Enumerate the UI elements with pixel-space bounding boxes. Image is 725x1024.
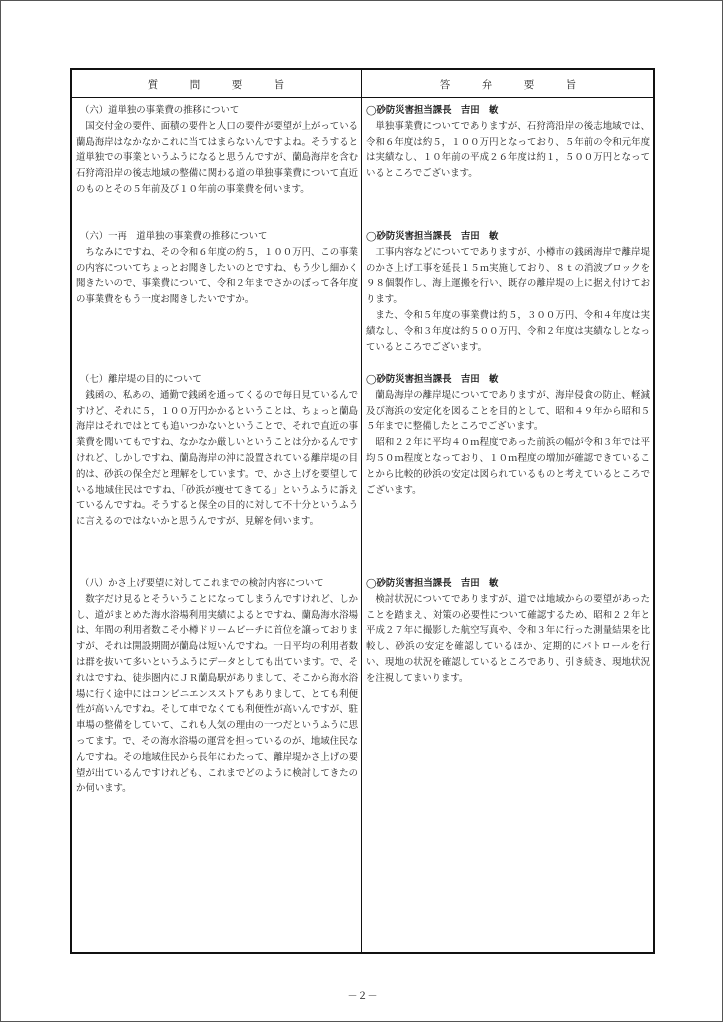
answer-speaker: ◯砂防災害担当課長 吉田 敏 <box>366 105 499 116</box>
answer-cell <box>366 576 650 687</box>
question-body: ちなみにですね、その令和６年度の約５，１００万円、この事業の内容についてちょっとお聞きしたいのとですね、もう少し細かく聞きたいので、事業費について、令和２年までさかのぼって各年度の事業費をもう一度お聞きしたいですか。 <box>76 246 358 306</box>
question-heading: （六）一再 道単独の事業費の推移について <box>80 231 268 242</box>
question-body: 数字だけ見るとそういうことになってしまうんですけれど、しかし、道がまとめた海水浴場利用実績によるとですね、蘭島海水浴場は、年間の利用者数こそ小樽ドリームビーチに首位を譲っておりますが、それは開設期間が蘭島は短いんですね。一日平均の利用者数は群を抜いて多いというふうにデータとしても出ています。で、それはですね、徒歩圏内にＪＲ蘭島駅がありまして、そこから海水浴場に行く途中にはコンビニエンスストアもありまして、とても利便性が高いんですね。そして車でなくても利便性が高いんですが、駐車場の整備をしていて、これも人気の理由の一つだというふうに思ってます。で、その海水浴場の運営を担っているのが、地域住民なんですね。その地域住民から長年にわたって、離岸堤かさ上げの要望が出ているんですけれども、これまでどのように検討してきたのか伺います。 <box>76 593 358 795</box>
question-heading: （六）道単独の事業費の推移について <box>80 105 240 116</box>
answer-cell <box>366 372 650 498</box>
answer-speaker: ◯砂防災害担当課長 吉田 敏 <box>366 578 499 589</box>
answer-paragraph: 検討状況についてでありますが、道では地域からの要望があったことを踏まえ、対策の必要性について確認するため、昭和２２年と平成２７年に撮影した航空写真や、令和３年に行った測量結果を比較し、砂浜の安定を確認しているほか、定期的にパトロールを行い、現地の状況を確認しているところであり、引き続き、現地状況を注視してまいります。 <box>366 593 650 684</box>
answer-speaker: ◯砂防災害担当課長 吉田 敏 <box>366 374 499 385</box>
answer-paragraph: 工事内容などについてでありますが、小樽市の銭函海岸で離岸堤のかさ上げ工事を延長１５ｍ実施しており、８ｔの消波ブロックを９８個製作し、海上運搬を行い、既存の離岸堤の上に据え付けております。 <box>366 246 650 306</box>
question-cell <box>76 372 358 530</box>
answer-header-label: 答 弁 要 旨 <box>439 78 577 91</box>
question-cell <box>76 576 358 797</box>
column-divider <box>361 68 362 954</box>
answer-paragraph: 単独事業費についてでありますが、石狩湾沿岸の後志地域では、令和６年度は約５，１００万円となっており、５年前の令和元年度は実績なし、１０年前の平成２６年度は約１，５００万円となっているところでございます。 <box>366 120 650 180</box>
answer-cell <box>366 229 650 355</box>
answer-speaker: ◯砂防災害担当課長 吉田 敏 <box>366 231 499 242</box>
question-column-header <box>72 70 360 98</box>
answer-paragraph: 昭和２２年に平均４０ｍ程度であった前浜の幅が令和３年では平均５０ｍ程度となっており、１０ｍ程度の増加が確認できていることから比較的砂浜の安定は図られているものと考えているところでございます。 <box>366 437 650 496</box>
question-body: 国交付金の要件、面積の要件と人口の要件が要望が上がっている蘭島海岸はなかなかこれに当てはまらないんですよね。そうすると道単独での事業というふうになると思うんですが、蘭島海岸を含む石狩湾沿岸の後志地域の整備に関わる道の単独事業費について直近のものとその５年前及び１０年前の事業費を伺います。 <box>76 120 358 195</box>
answer-paragraph: 蘭島海岸の離岸堤についてでありますが、海岸侵食の防止、軽減及び海浜の安定化を図ることを目的として、昭和４９年から昭和５５年までに整備したところでございます。 <box>366 389 650 433</box>
page-number: －２－ <box>347 991 378 1002</box>
question-cell <box>76 229 358 308</box>
question-body: 銭函の、私あの、通勤で銭函を通ってくるので毎日見ているんですけど、それに５，１００万円かかるということは、ちょっと蘭島海岸はそれではとても追いつかないということで、それで直近の事業費を聞いてもですね、なかなか厳しいということは分かるんですけれど、しかしですね、蘭島海岸の沖に設置されている離岸堤の目的は、砂浜の保全だと理解をしています。で、かさ上げを要望している地域住民はですね、「砂浜が痩せてきてる」というふうに訴えているんですね。そうすると保全の目的に対して不十分というふうに言えるのではないかと思うんですが、見解を伺います。 <box>76 389 358 528</box>
answer-paragraph: また、令和５年度の事業費は約５，３００万円、令和４年度は実績なし、令和３年度は約５００万円、令和２年度は実績なしとなっているところでございます。 <box>366 309 650 353</box>
answer-column-header <box>363 70 653 98</box>
question-header-label: 質 問 要 旨 <box>147 78 285 91</box>
question-cell <box>76 103 358 198</box>
answer-cell <box>366 103 650 182</box>
question-heading: （八）かさ上げ要望に対してこれまでの検討内容について <box>80 578 324 589</box>
question-heading: （七）離岸堤の目的について <box>80 374 202 385</box>
